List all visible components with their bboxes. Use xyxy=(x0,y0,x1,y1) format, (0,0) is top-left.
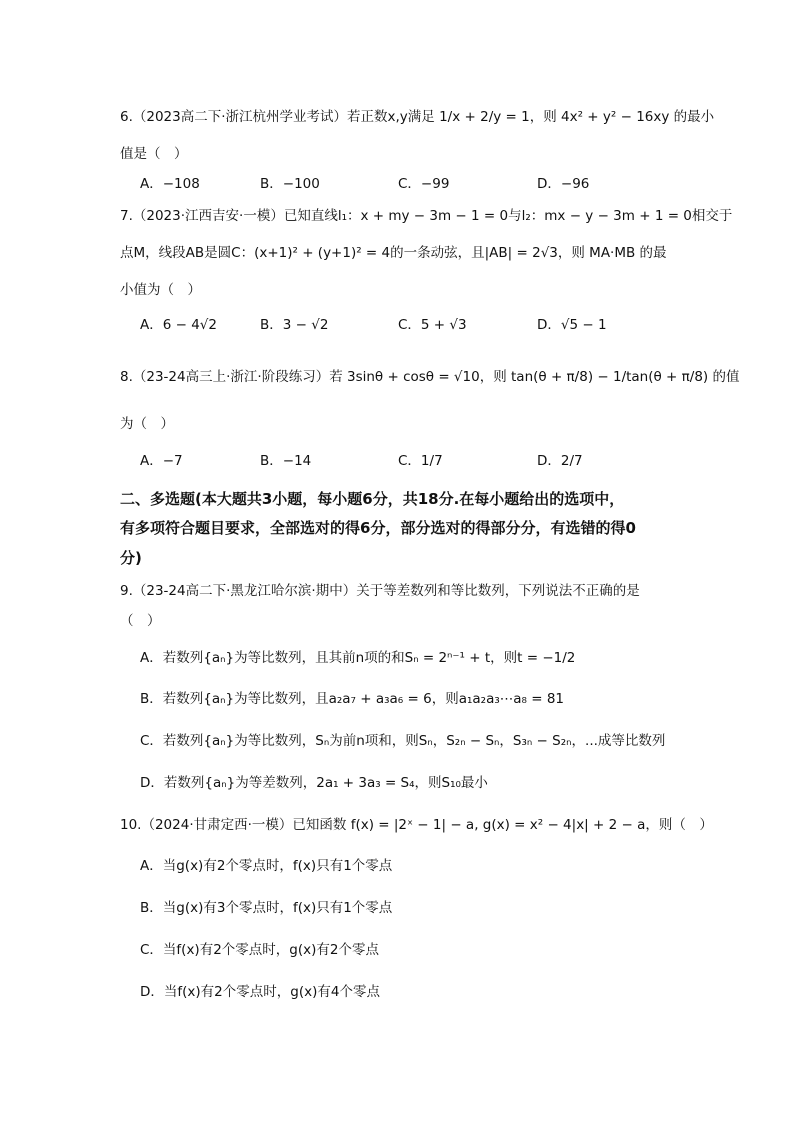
q6-option-c: C．−99 xyxy=(398,176,450,192)
q10-option-a: A．当g(x)有2个零点时，f(x)只有1个零点 xyxy=(140,858,393,874)
q9-option-a: A．若数列{aₙ}为等比数列，且其前n项的和Sₙ = 2ⁿ⁻¹ + t，则t = −1/2 xyxy=(140,650,576,666)
q8-stem-line1: 8.（23-24高三上·浙江·阶段练习）若 3sinθ + cosθ = √10，则 tan(θ + π/8) − 1/tan(θ + π/8) 的值 xyxy=(120,369,740,385)
section-heading-line2: 有多项符合题目要求，全部选对的得6分，部分选对的得部分分，有选错的得0 xyxy=(120,519,636,537)
q7-stem-line3: 小值为（ ） xyxy=(120,282,201,298)
q10-option-c: C．当f(x)有2个零点时，g(x)有2个零点 xyxy=(140,942,379,958)
q8-option-c: C．1/7 xyxy=(398,453,443,469)
section-heading-line3: 分) xyxy=(120,549,142,567)
q6-option-b: B．−100 xyxy=(260,176,320,192)
q10-option-b: B．当g(x)有3个零点时，f(x)只有1个零点 xyxy=(140,900,393,916)
q7-option-d: D．√5 − 1 xyxy=(537,317,607,333)
q10-option-d: D．当f(x)有2个零点时，g(x)有4个零点 xyxy=(140,984,380,1000)
q6-stem-line1: 6.（2023高二下·浙江杭州学业考试）若正数x,y满足 1/x + 2/y = 1，则 4x² + y² − 16xy 的最小 xyxy=(120,109,715,125)
q7-option-b: B．3 − √2 xyxy=(260,317,329,333)
q8-option-b: B．−14 xyxy=(260,453,312,469)
q9-stem-line2: （ ） xyxy=(120,613,161,629)
section-heading-line1: 二、多选题(本大题共3小题，每小题6分，共18分.在每小题给出的选项中， xyxy=(120,490,625,508)
q7-option-c: C．5 + √3 xyxy=(398,317,467,333)
q8-option-a: A．−7 xyxy=(140,453,183,469)
q6-stem-line2: 值是（ ） xyxy=(120,146,188,162)
q7-stem-line1: 7.（2023·江西吉安·一模）已知直线l₁：x + my − 3m − 1 = 0与l₂：mx − y − 3m + 1 = 0相交于 xyxy=(120,208,733,224)
q6-option-a: A．−108 xyxy=(140,176,200,192)
q7-stem-line2: 点M，线段AB是圆C：(x+1)² + (y+1)² = 4的一条动弦，且|AB| = 2√3，则 MA·MB 的最 xyxy=(120,245,667,261)
q7-option-a: A．6 − 4√2 xyxy=(140,317,217,333)
q6-option-d: D．−96 xyxy=(537,176,590,192)
q9-option-b: B．若数列{aₙ}为等比数列，且a₂a₇ + a₃a₆ = 6，则a₁a₂a₃⋯a₈ = 81 xyxy=(140,691,565,707)
q9-stem-line1: 9.（23-24高二下·黑龙江哈尔滨·期中）关于等差数列和等比数列，下列说法不正确的是 xyxy=(120,583,640,599)
q9-option-c: C．若数列{aₙ}为等比数列，Sₙ为前n项和，则Sₙ，S₂ₙ − Sₙ，S₃ₙ − S₂ₙ，...成等比数列 xyxy=(140,733,666,749)
q9-option-d: D．若数列{aₙ}为等差数列，2a₁ + 3a₃ = S₄，则S₁₀最小 xyxy=(140,775,488,791)
q8-stem-line2: 为（ ） xyxy=(120,416,174,432)
q8-option-d: D．2/7 xyxy=(537,453,583,469)
q10-stem-line1: 10.（2024·甘肃定西·一模）已知函数 f(x) = |2ˣ − 1| − a, g(x) = x² − 4|x| + 2 − a，则（ ） xyxy=(120,817,713,833)
